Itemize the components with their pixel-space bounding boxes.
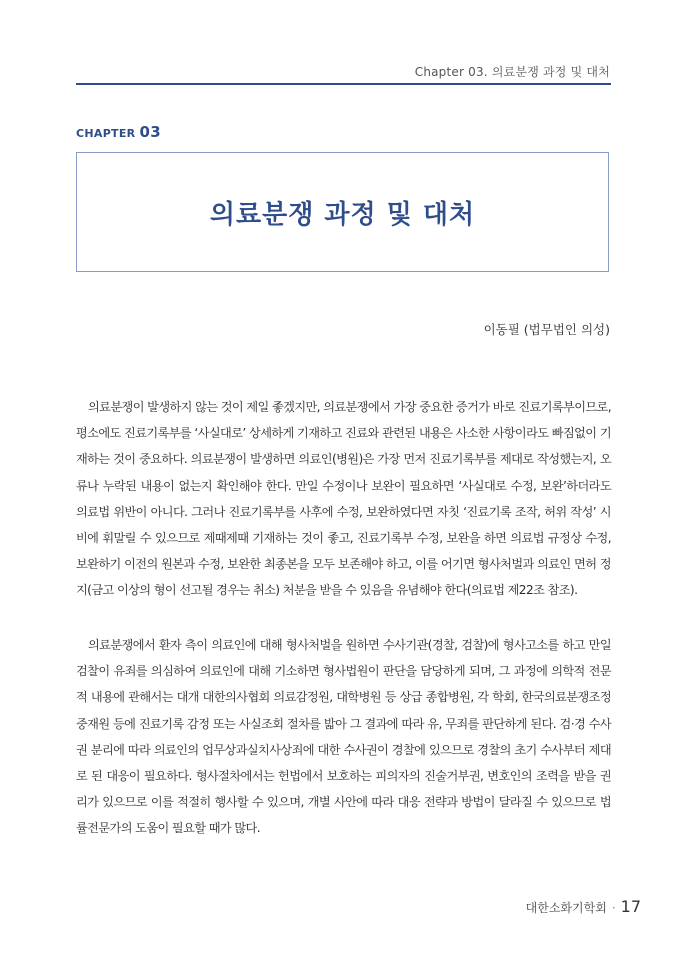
body-paragraph-1-container [76, 394, 611, 604]
chapter-label-text: CHAPTER [76, 127, 136, 140]
chapter-title: 의료분쟁 과정 및 대처 [209, 199, 476, 230]
chapter-label [76, 123, 161, 141]
running-header: Chapter 03. 의료분쟁 과정 및 대처 [414, 65, 610, 79]
chapter-title-box [76, 152, 609, 272]
page-footer [526, 897, 641, 916]
body-paragraph: 의료분쟁이 발생하지 않는 것이 제일 좋겠지만, 의료분쟁에서 가장 중요한 증거가 바로 진료기록부이므로, 평소에도 진료기록부를 ‘사실대로’ 상세하게 기재하고 진료와 관련된 내용은 사소한 사항이라도 빠짐없이 기재하는 것이 중요하다. 의료분쟁이 발생하면 의료인(병원)은 가장 먼저 진료기록부를 제대로 작성했는지, 오류나 누락된 내용이 없는지 확인해야 한다. 만일 수정이나 보완이 필요하면 ‘사실대로 수정, 보완’하더라도 의료법 위반이 아니다. 그러나 진료기록부를 사후에 수정, 보완하였다면 자칫 ‘진료기록 조작, 허위 작성’ 시비에 휘말릴 수 있으므로 제때제때 기재하는 것이 좋고, 진료기록부 수정, 보완을 하면 의료법 규정상 수정, 보완하기 이전의 원본과 수정, 보완한 최종본을 모두 보존해야 하고, 이를 어기면 형사처벌과 의료인 면허 정지(금고 이상의 형이 선고될 경우는 취소) 처분을 받을 수 있음을 유념해야 한다(의료법 제22조 참조). [76, 400, 612, 598]
footer-separator: · [611, 901, 616, 915]
chapter-number: 03 [139, 123, 161, 141]
body-paragraph-2-container [76, 632, 611, 842]
author-byline: 이동필 (법무법인 의성) [483, 322, 610, 337]
header-rule [76, 83, 611, 85]
page-number: 17 [620, 897, 641, 916]
body-paragraph: 의료분쟁에서 환자 측이 의료인에 대해 형사처벌을 원하면 수사기관(경찰, 검찰)에 형사고소를 하고 만일 검찰이 유죄를 의심하여 의료인에 대해 기소하면 형사법원이 판단을 담당하게 되며, 그 과정에 의학적 전문적 내용에 관해서는 대개 대한의사협회 의료감정원, 대학병원 등 상급 종합병원, 각 학회, 한국의료분쟁조정중재원 등에 진료기록 감정 또는 사실조회 절차를 밟아 그 결과에 따라 유, 무죄를 판단하게 된다. 검·경 수사권 분리에 따라 의료인의 업무상과실치사상죄에 대한 수사권이 경찰에 있으므로 경찰의 초기 수사부터 제대로 된 대응이 필요하다. 형사절차에서는 헌법에서 보호하는 피의자의 진술거부권, 변호인의 조력을 받을 권리가 있으므로 이를 적절히 행사할 수 있으며, 개별 사안에 따라 대응 전략과 방법이 달라질 수 있으므로 법률전문가의 도움이 필요할 때가 많다. [76, 638, 611, 836]
footer-publisher: 대한소화기학회 [525, 901, 607, 915]
